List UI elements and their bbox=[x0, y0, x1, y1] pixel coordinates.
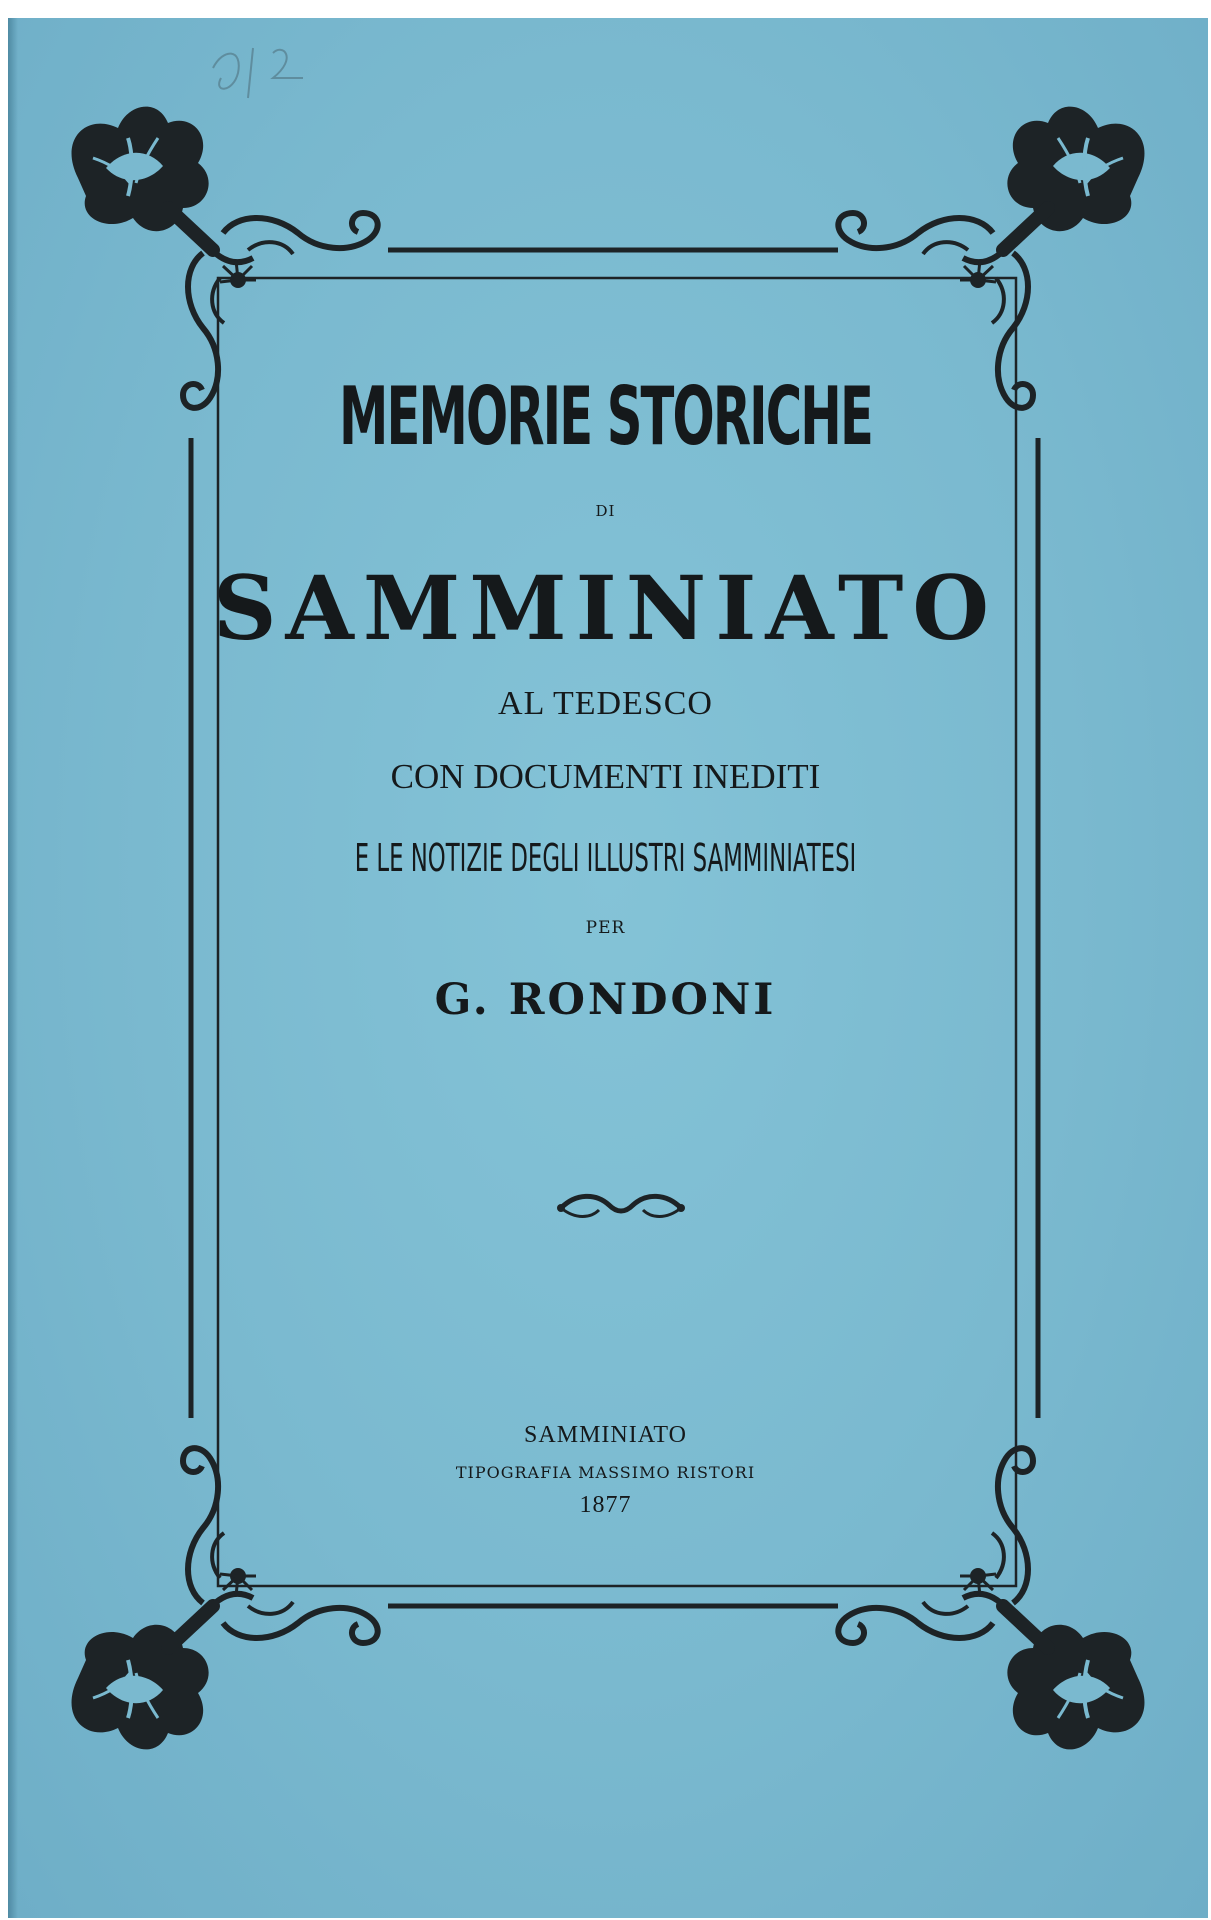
subtitle-3: E LE NOTIZIE DEGLI ILLUSTRI SAMMINIATESI bbox=[354, 836, 857, 880]
corner-ornament-icon bbox=[72, 107, 378, 408]
decorative-frame bbox=[8, 18, 1208, 1918]
pencil-mark bbox=[203, 38, 323, 108]
author-connector: PER bbox=[585, 918, 626, 938]
corner-ornament-icon bbox=[838, 107, 1144, 408]
author-name: G. RONDONI bbox=[434, 975, 777, 1025]
title-connector: DI bbox=[595, 502, 616, 520]
subtitle-1: AL TEDESCO bbox=[498, 685, 713, 722]
title-line-2: SAMMINIATO bbox=[212, 556, 999, 660]
imprint-printer: TIPOGRAFIA MASSIMO RISTORI bbox=[455, 1463, 756, 1482]
imprint-year: 1877 bbox=[579, 1492, 632, 1518]
subtitle-2: CON DOCUMENTI INEDITI bbox=[390, 757, 821, 796]
imprint-city: SAMMINIATO bbox=[524, 1422, 687, 1448]
center-flourish-icon bbox=[557, 1196, 685, 1216]
title-line-1: MEMORIE STORICHE bbox=[339, 370, 872, 463]
book-cover bbox=[8, 18, 1208, 1918]
